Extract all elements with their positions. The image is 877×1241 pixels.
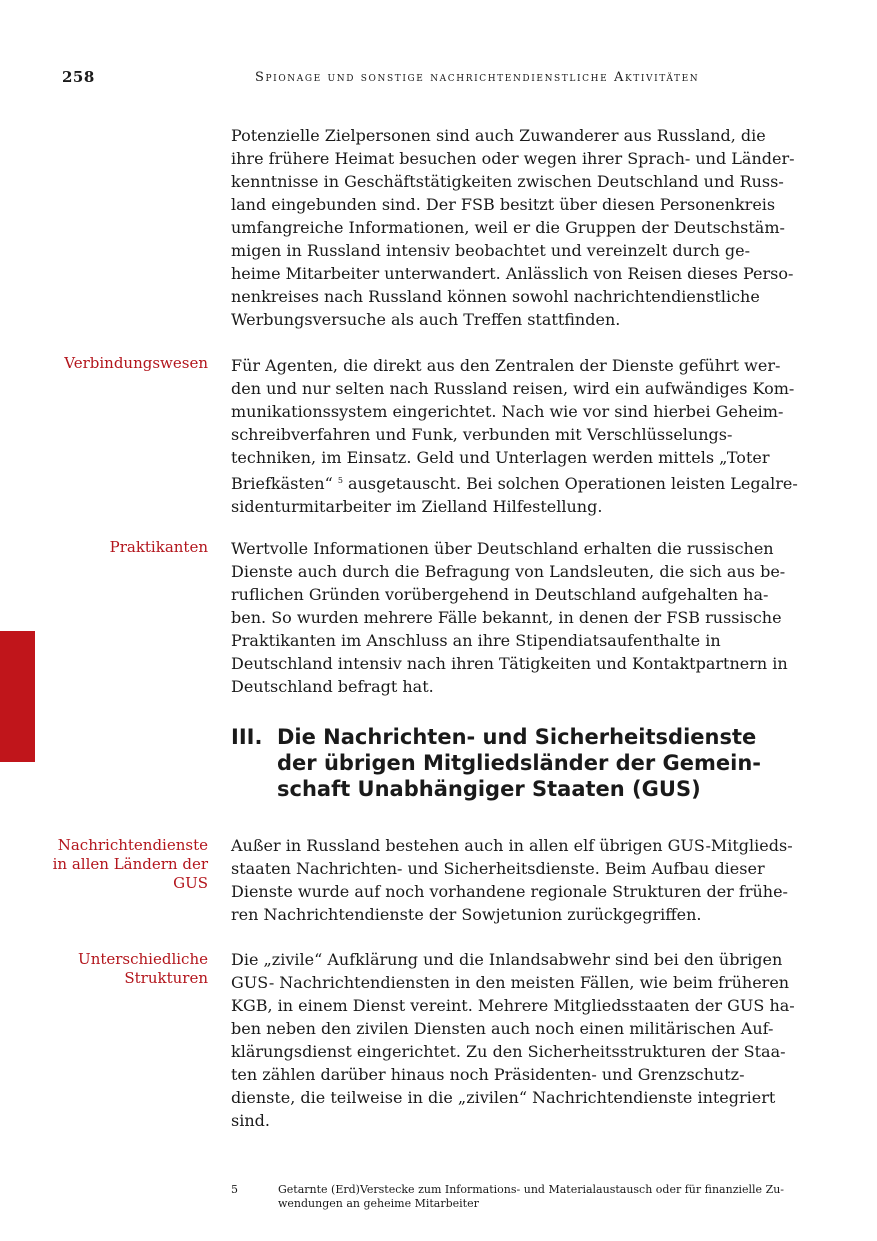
text-line: Für Agenten, die direkt aus den Zentralen der Dienste geführt wer- bbox=[231, 356, 781, 375]
text-line: ren Nachrichtendienste der Sowjetunion zurückgegriffen. bbox=[231, 905, 702, 924]
footnote-reference[interactable]: 5 bbox=[337, 476, 343, 485]
paragraph-praktikanten bbox=[231, 537, 787, 698]
margin-note-line: in allen Ländern der bbox=[52, 855, 208, 873]
text-line: Werbungsversuche als auch Treffen stattfinden. bbox=[231, 310, 621, 329]
section-title-line: Die Nachrichten- und Sicherheitsdienste bbox=[277, 725, 757, 749]
paragraph-zuwanderer bbox=[231, 124, 795, 331]
text-line: nenkreises nach Russland können sowohl nachrichtendienstliche bbox=[231, 287, 760, 306]
text-line bbox=[231, 469, 798, 495]
text-fragment: ausgetauscht. Bei solchen Operationen leisten Legalre- bbox=[348, 474, 798, 493]
text-fragment: Briefkästen“ bbox=[231, 474, 333, 493]
margin-note-verbindungswesen bbox=[30, 354, 208, 373]
text-line: munikationssystem eingerichtet. Nach wie vor sind hierbei Geheim- bbox=[231, 402, 784, 421]
paragraph-gus-dienste bbox=[231, 834, 793, 926]
text-line: ben. So wurden mehrere Fälle bekannt, in denen der FSB russische bbox=[231, 608, 782, 627]
text-line: migen in Russland intensiv beobachtet und vereinzelt durch ge- bbox=[231, 241, 751, 260]
text-line: Außer in Russland bestehen auch in allen elf übrigen GUS-Mitglieds- bbox=[231, 836, 793, 855]
margin-note-line: Unterschiedliche bbox=[78, 950, 208, 968]
text-line: heime Mitarbeiter unterwandert. Anlässlich von Reisen dieses Perso- bbox=[231, 264, 794, 283]
text-line: klärungsdienst eingerichtet. Zu den Sicherheitsstrukturen der Staa- bbox=[231, 1042, 786, 1061]
margin-note-line: Nachrichtendienste bbox=[57, 836, 208, 854]
footnote-text bbox=[278, 1183, 783, 1211]
text-line: sind. bbox=[231, 1111, 270, 1130]
margin-note-strukturen bbox=[30, 950, 208, 988]
text-line: techniken, im Einsatz. Geld und Unterlagen werden mittels „Toter bbox=[231, 448, 770, 467]
footnote-line: wendungen an geheime Mitarbeiter bbox=[278, 1197, 479, 1210]
footnote-line: Getarnte (Erd)Verstecke zum Informations- und Materialaustausch oder für finanzielle Zu- bbox=[278, 1183, 785, 1196]
margin-note-line: Verbindungswesen bbox=[64, 354, 208, 372]
paragraph-verbindungswesen bbox=[231, 354, 798, 518]
text-line: GUS- Nachrichtendiensten in den meisten Fällen, wie beim früheren bbox=[231, 973, 790, 992]
margin-note-line: Praktikanten bbox=[109, 538, 208, 556]
text-line: kenntnisse in Geschäftstätigkeiten zwischen Deutschland und Russ- bbox=[231, 172, 784, 191]
text-line: sidenturmitarbeiter im Zielland Hilfestellung. bbox=[231, 497, 603, 516]
text-line: staaten Nachrichten- und Sicherheitsdienste. Beim Aufbau dieser bbox=[231, 859, 765, 878]
text-line: den und nur selten nach Russland reisen, wird ein aufwändiges Kom- bbox=[231, 379, 795, 398]
text-line: Deutschland intensiv nach ihren Tätigkeiten und Kontaktpartnern in bbox=[231, 654, 788, 673]
margin-note-line: Strukturen bbox=[124, 969, 208, 987]
text-line: ten zählen darüber hinaus noch Präsidenten- und Grenzschutz- bbox=[231, 1065, 745, 1084]
text-line: Deutschland befragt hat. bbox=[231, 677, 434, 696]
text-line: ruflichen Gründen vorübergehend in Deutschland aufgehalten ha- bbox=[231, 585, 769, 604]
text-line: schreibverfahren und Funk, verbunden mit Verschlüsselungs- bbox=[231, 425, 733, 444]
section-title bbox=[277, 724, 761, 802]
text-line: dienste, die teilweise in die „zivilen“ Nachrichtendienste integriert bbox=[231, 1088, 776, 1107]
running-head: Spionage und sonstige nachrichtendienstliche Aktivitäten bbox=[255, 70, 700, 85]
text-line: umfangreiche Informationen, weil er die Gruppen der Deutschstäm- bbox=[231, 218, 785, 237]
margin-note-nachrichtendienste bbox=[30, 836, 208, 893]
section-title-line: der übrigen Mitgliedsländer der Gemein- bbox=[277, 751, 762, 775]
page-number: 258 bbox=[62, 68, 95, 86]
text-line: Die „zivile“ Aufklärung und die Inlandsabwehr sind bei den übrigen bbox=[231, 950, 783, 969]
text-line: ihre frühere Heimat besuchen oder wegen ihrer Sprach- und Länder- bbox=[231, 149, 795, 168]
text-line: Dienste auch durch die Befragung von Landsleuten, die sich aus be- bbox=[231, 562, 786, 581]
text-line: ben neben den zivilen Diensten auch noch einen militärischen Auf- bbox=[231, 1019, 774, 1038]
section-title-line: schaft Unabhängiger Staaten (GUS) bbox=[277, 777, 701, 801]
chapter-color-tab bbox=[0, 631, 35, 762]
text-line: Potenzielle Zielpersonen sind auch Zuwanderer aus Russland, die bbox=[231, 126, 766, 145]
text-line: land eingebunden sind. Der FSB besitzt über diesen Personenkreis bbox=[231, 195, 776, 214]
paragraph-strukturen bbox=[231, 948, 795, 1132]
margin-note-line: GUS bbox=[173, 874, 208, 892]
text-line: KGB, in einem Dienst vereint. Mehrere Mitgliedsstaaten der GUS ha- bbox=[231, 996, 795, 1015]
text-line: Praktikanten im Anschluss an ihre Stipendiatsaufenthalte in bbox=[231, 631, 721, 650]
margin-note-praktikanten bbox=[30, 538, 208, 557]
section-number: III. bbox=[231, 725, 263, 749]
footnote-number: 5 bbox=[231, 1183, 238, 1196]
text-line: Dienste wurde auf noch vorhandene regionale Strukturen der frühe- bbox=[231, 882, 788, 901]
text-line: Wertvolle Informationen über Deutschland erhalten die russischen bbox=[231, 539, 774, 558]
